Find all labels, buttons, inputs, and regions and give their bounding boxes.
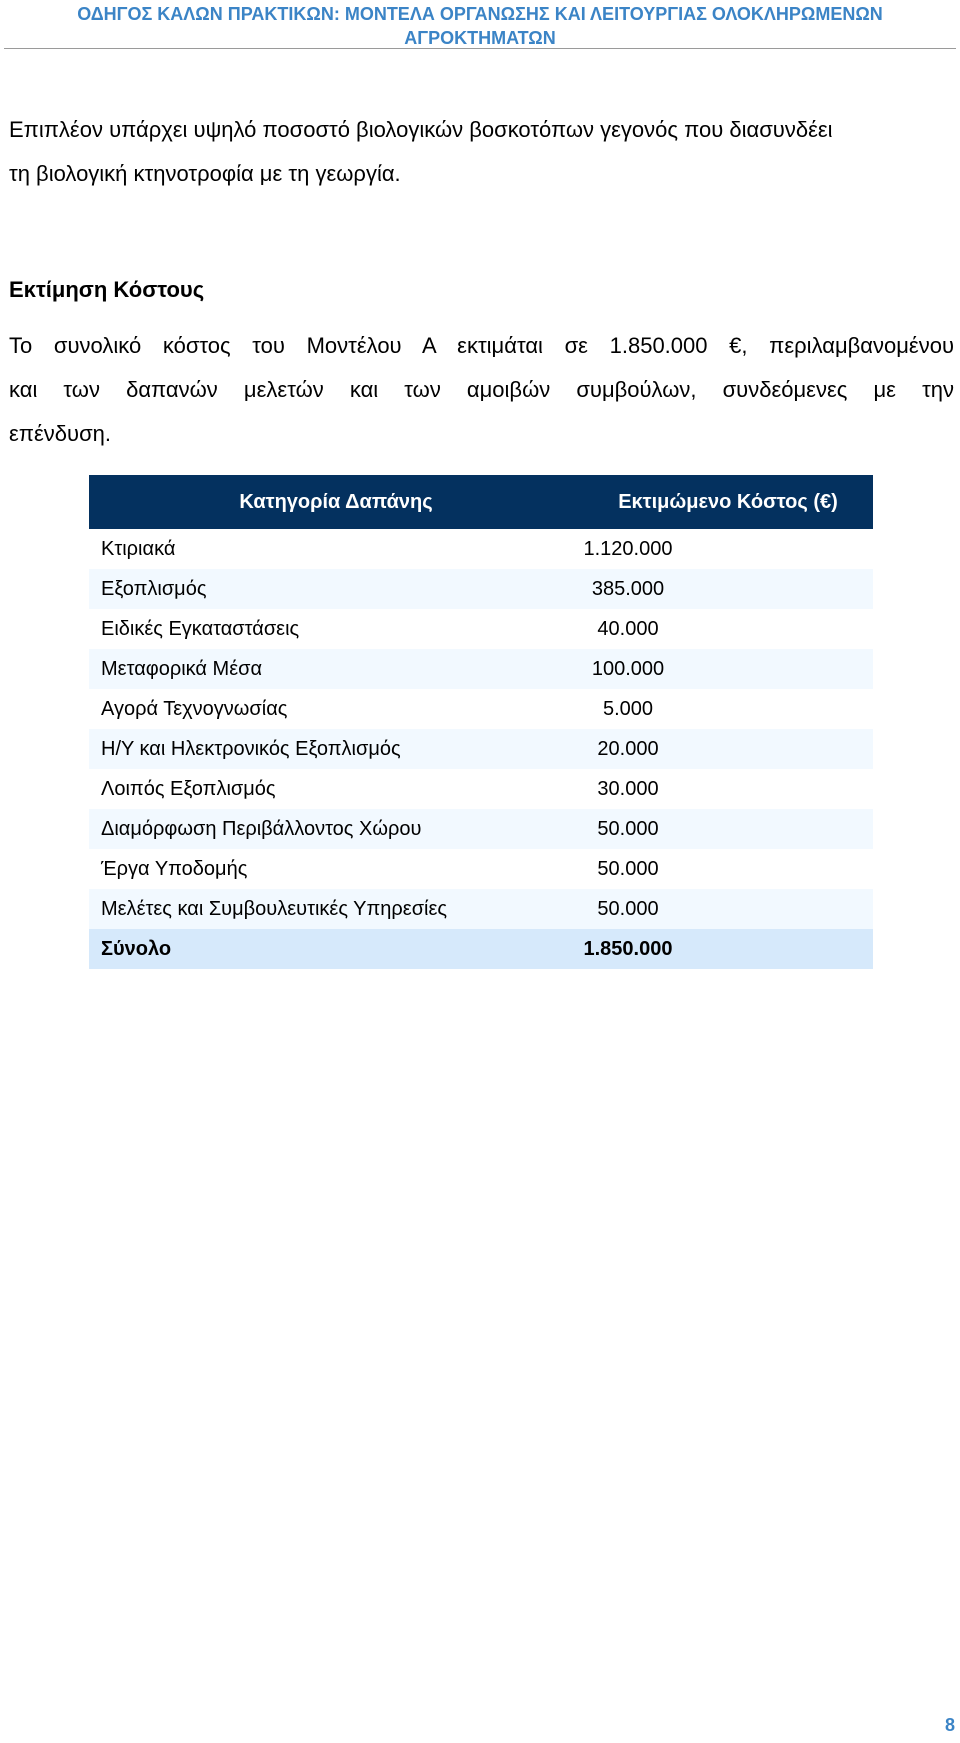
table-row	[89, 769, 873, 809]
header-divider	[4, 48, 956, 49]
running-header-line1: ΟΔΗΓΟΣ ΚΑΛΩΝ ΠΡΑΚΤΙΚΩΝ: ΜΟΝΤΕΛΑ ΟΡΓΑΝΩΣΗΣ ΚΑΙ ΛΕΙΤΟΥΡΓΙΑΣ ΟΛΟΚΛΗΡΩΜΕΝΩΝ	[77, 4, 883, 24]
cell-category: Μελέτες και Συμβουλευτικές Υπηρεσίες	[89, 889, 583, 929]
table-row	[89, 809, 873, 849]
cell-category: Κτιριακά	[89, 529, 583, 569]
cost-value: 30.000	[597, 778, 659, 800]
cost-value: 385.000	[591, 578, 665, 600]
cell-cost	[583, 649, 873, 689]
cell-total-label: Σύνολο	[89, 929, 583, 969]
cell-cost	[583, 689, 873, 729]
cost-value: 5.000	[602, 698, 654, 720]
page-number: 8	[944, 1715, 955, 1735]
cell-category: Μεταφορικά Μέσα	[89, 649, 583, 689]
table-total-row	[89, 929, 873, 969]
cost-paragraph-line2: και των δαπανών μελετών και των αμοιβών συμβούλων, συνδεόμενες με την	[9, 377, 954, 402]
table-row	[89, 569, 873, 609]
cost-paragraph	[9, 324, 954, 456]
cell-category: Ειδικές Εγκαταστάσεις	[89, 609, 583, 649]
cell-category: Έργα Υποδομής	[89, 849, 583, 889]
cost-value: 40.000	[597, 618, 659, 640]
table-row	[89, 689, 873, 729]
cell-category: Η/Υ και Ηλεκτρονικός Εξοπλισμός	[89, 729, 583, 769]
cost-value: 50.000	[597, 818, 659, 840]
cost-value: 50.000	[597, 898, 659, 920]
cost-value: 1.120.000	[583, 538, 673, 560]
running-header-line2: ΑΓΡΟΚΤΗΜΑΤΩΝ	[404, 28, 556, 48]
table-row	[89, 849, 873, 889]
intro-paragraph-line2: τη βιολογική κτηνοτροφία με τη γεωργία.	[9, 161, 401, 186]
section-heading: Εκτίμηση Κόστους	[9, 277, 205, 302]
cell-cost	[583, 569, 873, 609]
cell-total-cost	[583, 929, 873, 969]
cell-cost	[583, 769, 873, 809]
cell-category: Λοιπός Εξοπλισμός	[89, 769, 583, 809]
table-row	[89, 889, 873, 929]
cell-cost	[583, 609, 873, 649]
cell-category: Διαμόρφωση Περιβάλλοντος Χώρου	[89, 809, 583, 849]
column-header-category: Κατηγορία Δαπάνης	[89, 475, 583, 529]
cost-paragraph-line3: επένδυση.	[9, 421, 111, 446]
cell-cost	[583, 889, 873, 929]
cell-category: Εξοπλισμός	[89, 569, 583, 609]
table-header-row	[89, 475, 873, 529]
cell-cost	[583, 809, 873, 849]
cell-cost	[583, 729, 873, 769]
cell-cost	[583, 529, 873, 569]
cost-value: 50.000	[597, 858, 659, 880]
intro-paragraph-line1: Επιπλέον υπάρχει υψηλό ποσοστό βιολογικών βοσκοτόπων γεγονός που διασυνδέει	[9, 117, 833, 142]
cost-paragraph-line1: Το συνολικό κόστος του Μοντέλου Α εκτιμάται σε 1.850.000 €, περιλαμβανομένου	[9, 333, 954, 358]
cell-category: Αγορά Τεχνογνωσίας	[89, 689, 583, 729]
table-row	[89, 649, 873, 689]
table-row	[89, 729, 873, 769]
cost-value: 100.000	[591, 658, 665, 680]
table-row	[89, 529, 873, 569]
total-cost-value: 1.850.000	[583, 938, 673, 960]
cost-value: 20.000	[597, 738, 659, 760]
intro-paragraph	[9, 108, 954, 196]
table-row	[89, 609, 873, 649]
cell-cost	[583, 849, 873, 889]
cost-table	[89, 475, 873, 969]
running-header	[0, 0, 960, 50]
column-header-cost: Εκτιμώμενο Κόστος (€)	[583, 475, 873, 529]
